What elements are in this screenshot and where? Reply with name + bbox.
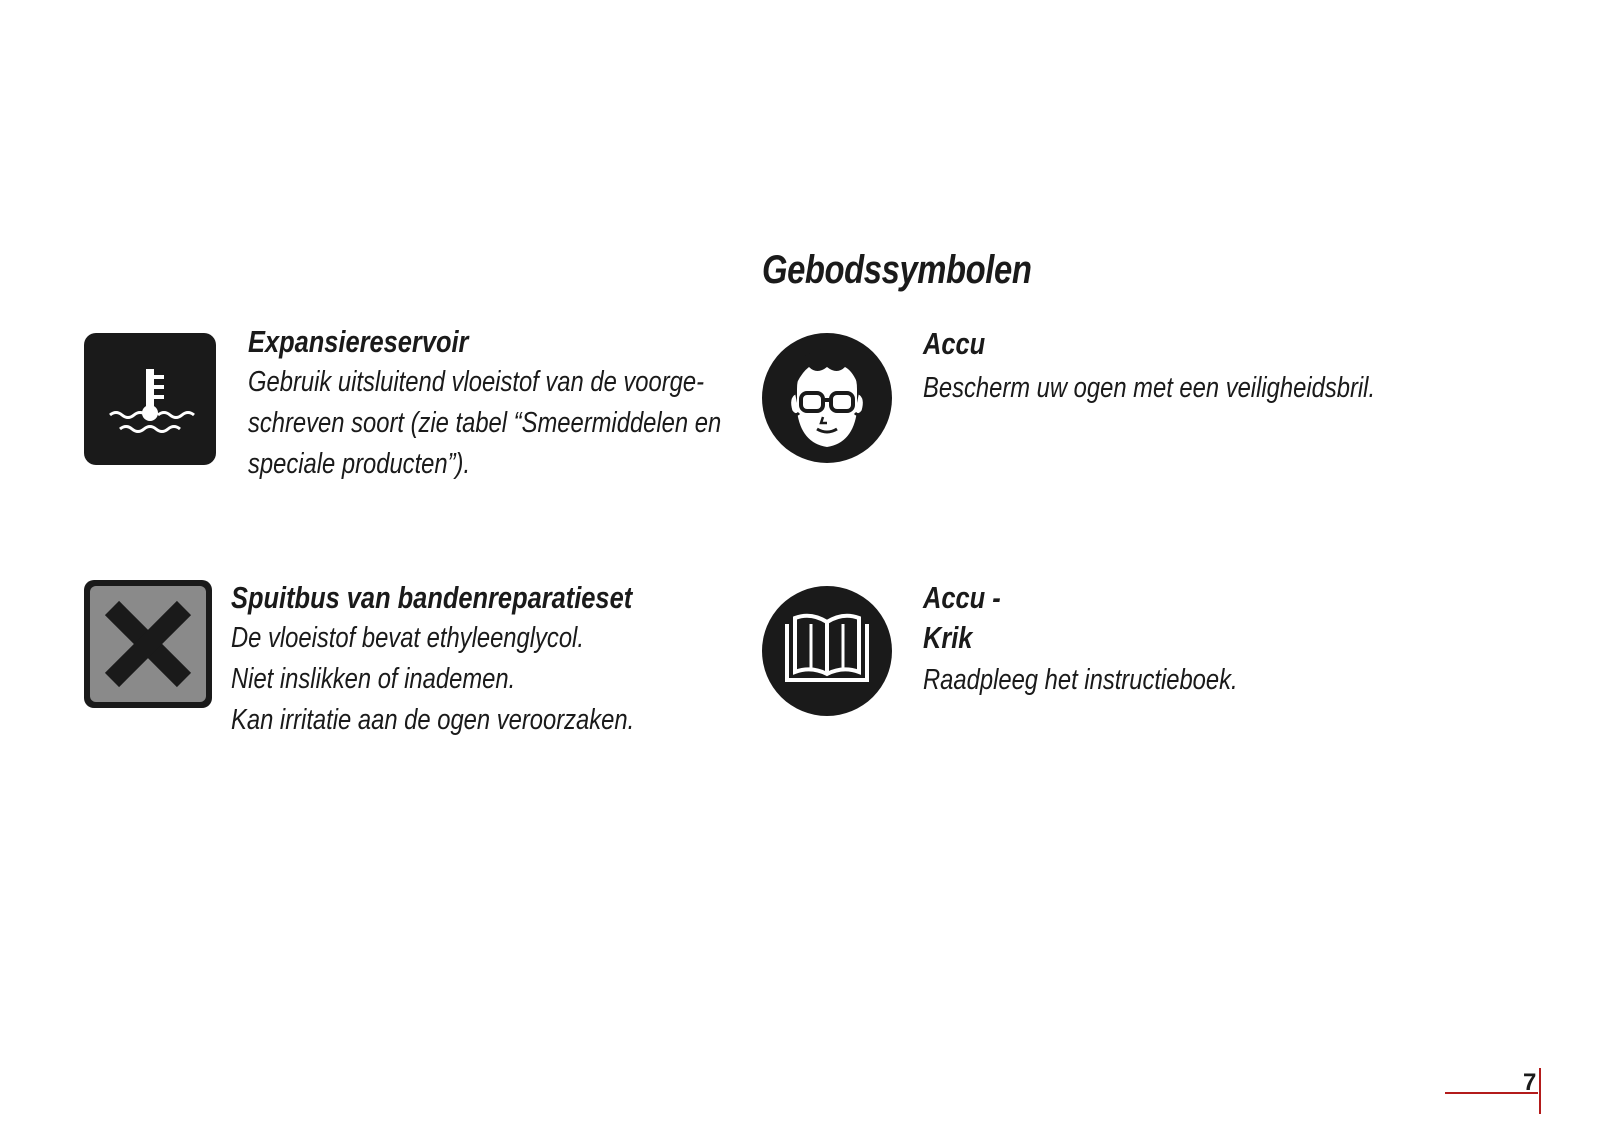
entry-accu-krik bbox=[923, 578, 1307, 701]
entry-title: Accu bbox=[923, 326, 986, 361]
entry-line: speciale producten”). bbox=[248, 448, 471, 480]
entry-line: Bescherm uw ogen met een veiligheidsbril. bbox=[923, 372, 1376, 404]
entry-title: Spuitbus van bandenreparatieset bbox=[231, 580, 633, 615]
coolant-temperature-icon bbox=[84, 333, 216, 465]
entry-line: Raadpleeg het instructieboek. bbox=[923, 664, 1238, 696]
entry-line: Niet inslikken of inademen. bbox=[231, 663, 516, 695]
section-heading: Gebodssymbolen bbox=[762, 248, 1032, 292]
entry-spuitbus bbox=[231, 578, 723, 741]
harmful-cross-icon bbox=[84, 580, 212, 708]
entry-title: Expansiereservoir bbox=[248, 324, 469, 359]
entry-title: Krik bbox=[923, 620, 973, 655]
instruction-book-icon bbox=[761, 584, 893, 718]
entry-line: Kan irritatie aan de ogen veroorzaken. bbox=[231, 704, 635, 736]
page-number: 7 bbox=[1523, 1069, 1537, 1096]
safety-goggles-face-icon bbox=[761, 331, 893, 465]
page-marker-bar bbox=[1539, 1068, 1541, 1114]
entry-line: schreven soort (zie tabel “Smeermiddelen en bbox=[248, 407, 722, 439]
entry-line: De vloeistof bevat ethyleenglycol. bbox=[231, 622, 584, 654]
entry-expansiereservoir bbox=[248, 322, 825, 485]
entry-title: Accu - bbox=[923, 580, 1001, 615]
entry-accu bbox=[923, 324, 1474, 409]
entry-line: Gebruik uitsluitend vloeistof van de voorge- bbox=[248, 366, 705, 398]
